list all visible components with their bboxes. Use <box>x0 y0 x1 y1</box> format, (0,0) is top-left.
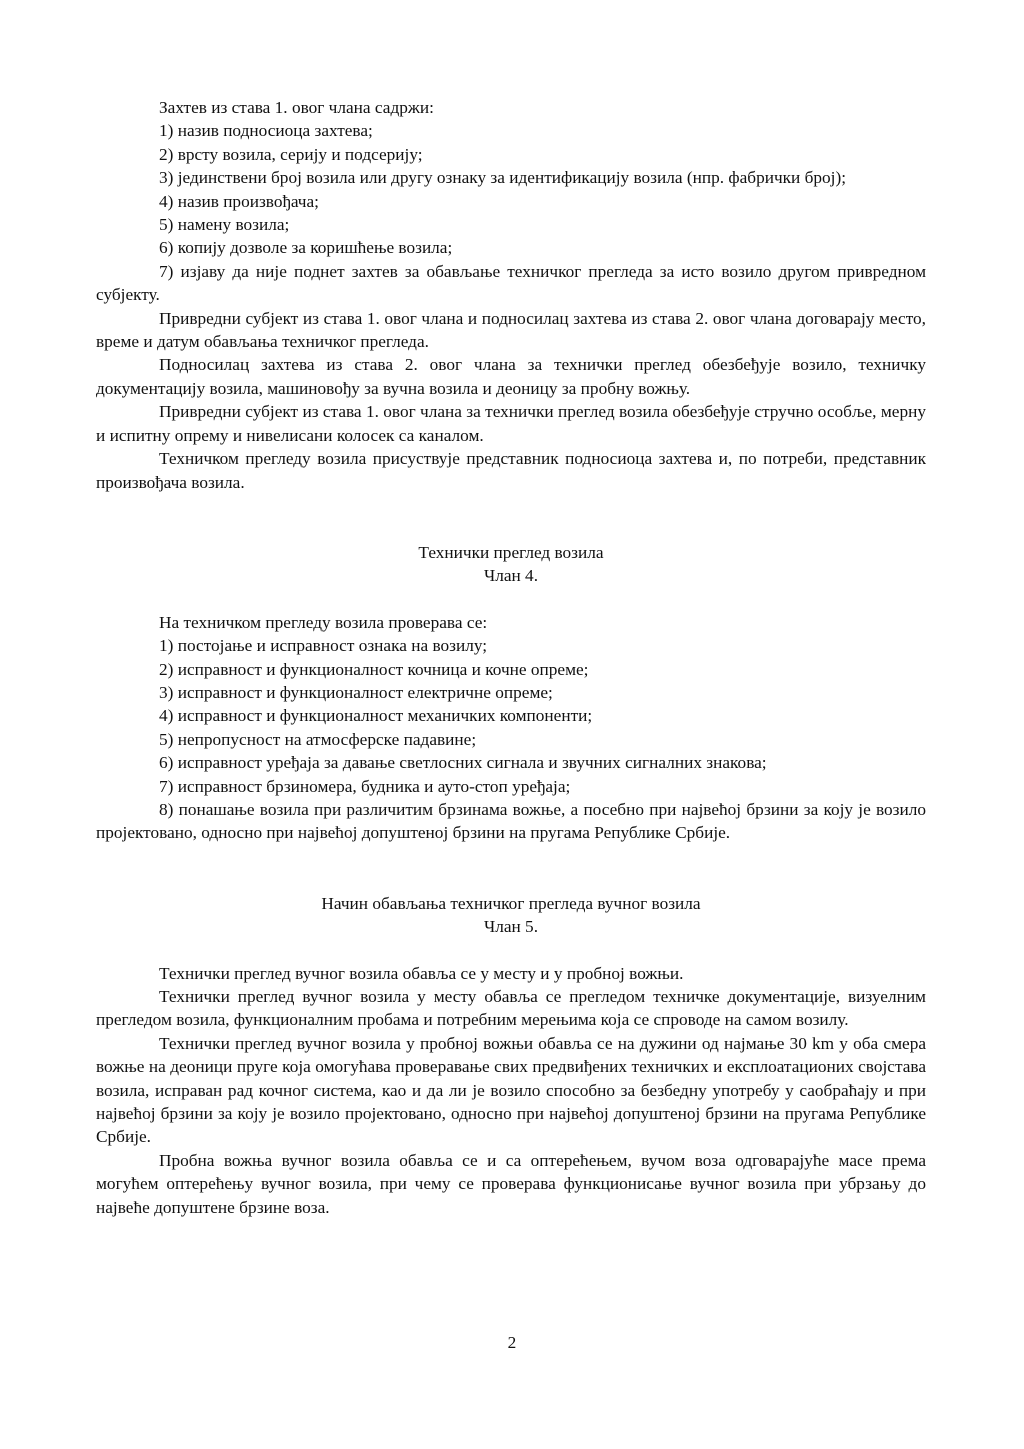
list-item: 6) копију дозволе за коришћење возила; <box>159 238 453 258</box>
article-title: Технички преглед возила <box>418 542 604 562</box>
list-item: 8) понашање возила при различитим брзинама вожње, а посебно при највећој брзини за коју је возило пројектовано, односно при највећој допуштеној брзини на пругама Републике Србије. <box>96 799 926 843</box>
article-5 <box>96 892 926 1219</box>
spacer <box>96 588 926 611</box>
page-number: 2 <box>507 1333 517 1352</box>
spacer <box>96 939 926 962</box>
list-item: 1) постојање и исправност ознака на возилу; <box>159 636 488 656</box>
list-item: 2) исправност и функционалност кочница и кочне опреме; <box>159 659 589 679</box>
section-request-contents <box>96 96 926 494</box>
paragraph: Привредни субјект из става 1. овог члана и подносилац захтева из става 2. овог члана договарају место, време и датум обављања техничког прегледа. <box>96 308 926 352</box>
spacer <box>96 845 926 892</box>
list-item: 2) врсту возила, серију и подсерију; <box>159 144 423 164</box>
paragraph: Захтев из става 1. овог члана садржи: <box>159 98 434 117</box>
article-number: Члан 4. <box>483 566 539 586</box>
list-item: 5) намену возила; <box>159 215 290 235</box>
paragraph: Привредни субјект из става 1. овог члана за технички преглед возила обезбеђује стручно особље, мерну и испитну опрему и нивелисани колосек са каналом. <box>96 402 926 445</box>
spacer <box>96 494 926 541</box>
paragraph: На техничком прегледу возила проверава се: <box>159 612 488 632</box>
paragraph: Технички преглед вучног возила обавља се у месту и у пробној вожњи. <box>159 963 684 983</box>
list-item: 5) непропусност на атмосферске падавине; <box>159 729 477 749</box>
document-page <box>96 96 926 1219</box>
list-item: 4) исправност и функционалност механичких компоненти; <box>159 706 593 726</box>
list-item: 7) исправност брзиномера, будника и ауто-стоп уређаја; <box>159 776 571 796</box>
paragraph: Пробна вожња вучног возила обавља се и са оптерећењем, вучом воза одговарајуће масе према могућем оптерећењу вучног возила, при чему се проверава функционисање вучног возила при убрзању до највеће допуштене брзине воза. <box>96 1150 926 1217</box>
paragraph: Техничком прегледу возила присуствује представник подносиоца захтева и, по потреби, представник произвођача возила. <box>96 449 926 492</box>
list-item: 3) исправност и функционалност електричне опреме; <box>159 682 553 702</box>
list-item: 1) назив подносиоца захтева; <box>159 121 373 141</box>
article-4 <box>96 541 926 845</box>
article-title: Начин обављања техничког прегледа вучног возила <box>321 893 701 913</box>
article-number: Члан 5. <box>483 917 539 937</box>
list-item: 6) исправност уређаја за давање светлосних сигнала и звучних сигналних знакова; <box>159 753 767 773</box>
paragraph: Технички преглед вучног возила у месту обавља се прегледом техничке документације, визуелним прегледом возила, функционалним пробама и потребним мерењима која се спроводе на самом возилу. <box>96 987 926 1030</box>
list-item: 4) назив произвођача; <box>159 191 319 211</box>
list-item: 7) изјаву да није поднет захтев за обављање техничког прегледа за исто возило другом привредном субјекту. <box>96 261 926 305</box>
paragraph: Подносилац захтева из става 2. овог члана за технички преглед обезбеђује возило, техничку документацију возила, машиновођу за вучна возила и деоницу за пробну вожњу. <box>96 355 926 398</box>
list-item: 3) јединствени број возила или другу ознаку за идентификацију возила (нпр. фабрички број); <box>159 168 847 188</box>
paragraph: Технички преглед вучног возила у пробној вожњи обавља се на дужини од најмање 30 km у оба смера вожње на деоници пруге која омогућава проверавање свих предвиђених техничких и експлоатационих својстава возила, исправан рад кочног система, као и да ли је возило способно за безбедну употребу у саобраћају и при највећој брзини за коју је возило пројектовано, односно при највећој допуштеној брзини на пругама Републике Србије. <box>96 1033 926 1147</box>
